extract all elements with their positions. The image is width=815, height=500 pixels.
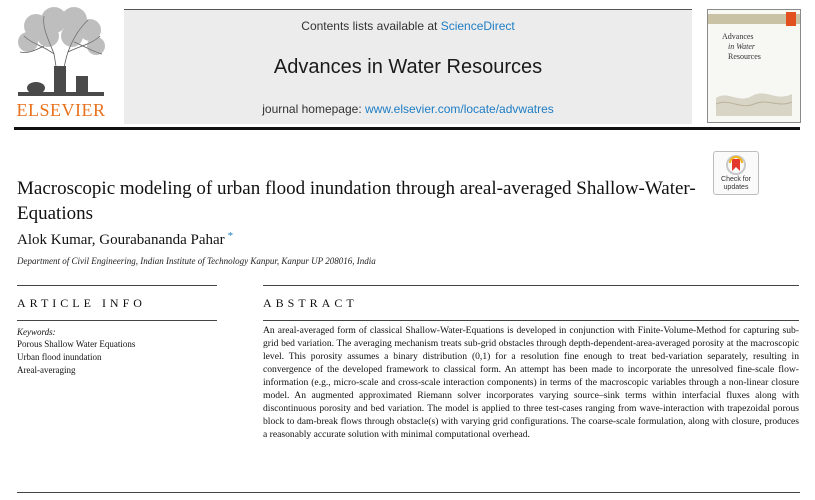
keyword-item[interactable]: Porous Shallow Water Equations [17, 339, 136, 349]
article-info-heading: ARTICLE INFO [17, 296, 146, 310]
header-divider [14, 127, 800, 130]
sciencedirect-link[interactable]: ScienceDirect [440, 19, 515, 33]
updates-label-line2: updates [723, 184, 749, 191]
cover-title-line: in Water [728, 42, 756, 51]
journal-homepage-link[interactable]: www.elsevier.com/locate/advwatres [365, 102, 554, 116]
check-for-updates-badge[interactable] [713, 151, 759, 195]
contents-line [124, 19, 692, 33]
cover-art-icon [716, 68, 792, 116]
keywords-label: Keywords: [17, 327, 56, 337]
elsevier-tree-icon [14, 6, 108, 98]
bottom-rule [17, 492, 800, 493]
keyword-item[interactable]: Urban flood inundation [17, 352, 102, 362]
cover-title-line: Resources [728, 52, 761, 61]
abstract-text: An areal-averaged form of classical Shallow-Water-Equations is developed in conjunction with Finite-Volume-Method for capturing sub-grid bed variation. The averaging mechanism treats sub-grid obstacles through depth-dependent-area-averaged porosity at the macroscopic level. This porosity assumes a binary distribution (0,1) for a resolution fine enough to treat bed-variation separately, resulting in convergence of the developed framework to classical form. An attempt has been made to incorporate the unresolved fine-scale flow-information (e.g., micro-scale and cross-scale interaction components) in terms of the macroscopic variables through a non-linear closure model. An augmented approximated Riemann solver incorporates varying source–sink terms within interfacial fluxes along with discontinuous porosity and bed variation. The model is applied to three test-cases ranging from wave-interaction with trapezoidal porous block to dam-break flows through obstacle(s) with varying grid configurations. The coarse-scale formulation, along with closure, produces a reasonably accurate solution with minimal computational overhead. [263, 325, 799, 440]
article-title: Macroscopic modeling of urban flood inundation through areal-averaged Shallow-Water-Equations [17, 178, 696, 224]
updates-label-line1: Check for [721, 176, 751, 183]
affiliation: Department of Civil Engineering, Indian Institute of Technology Kanpur, Kanpur UP 208016, India [17, 256, 376, 266]
cover-badge [786, 12, 796, 26]
abstract-heading-rule [263, 320, 799, 321]
journal-title: Advances in Water Resources [273, 56, 543, 78]
top-divider [124, 9, 692, 10]
journal-cover[interactable] [707, 9, 801, 123]
article-info-top-rule [17, 285, 217, 286]
corresponding-author-mark[interactable]: * [227, 230, 234, 242]
updates-label [714, 176, 758, 192]
cover-title-line: Advances [722, 32, 754, 41]
authors-text[interactable]: Alok Kumar, Gourabananda Pahar [17, 232, 225, 248]
contents-prefix: Contents lists available at [301, 19, 441, 33]
bookmark-icon [726, 155, 746, 175]
homepage-prefix: journal homepage: [262, 102, 365, 116]
author-list [17, 230, 233, 249]
publisher-name: ELSEVIER [16, 100, 106, 120]
article-info-heading-rule [17, 320, 217, 321]
abstract-heading: ABSTRACT [263, 296, 358, 310]
abstract-top-rule [263, 285, 799, 286]
elsevier-logo[interactable] [14, 6, 108, 122]
homepage-line [124, 102, 692, 116]
keyword-item[interactable]: Areal-averaging [17, 365, 76, 375]
